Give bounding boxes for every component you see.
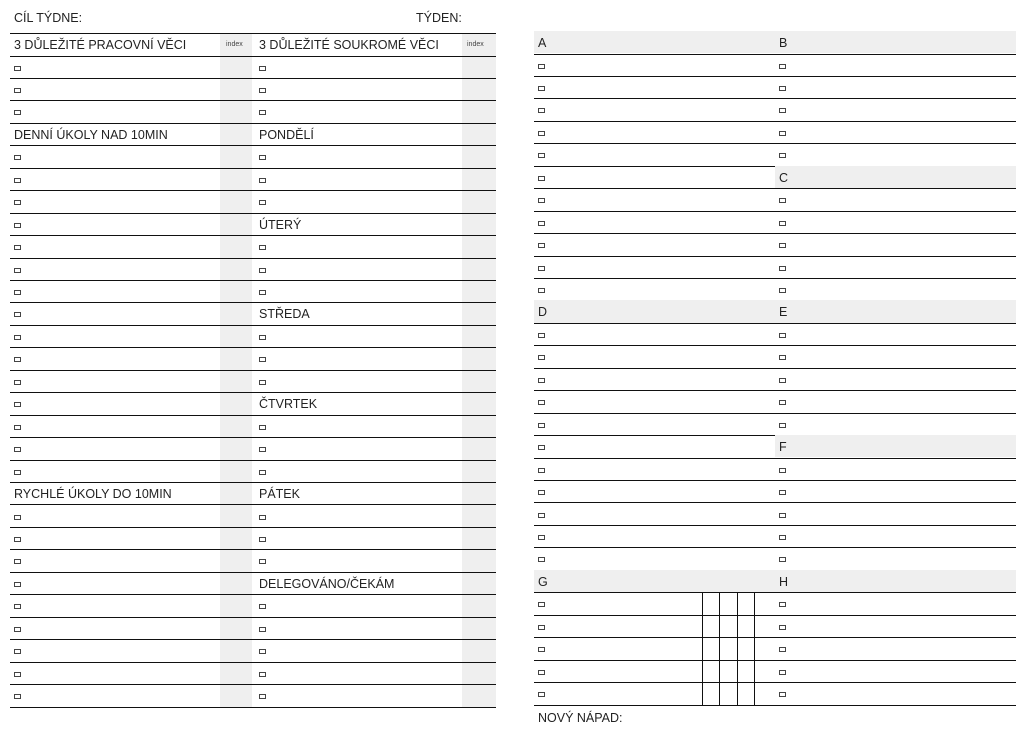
checkbox[interactable]: [779, 602, 786, 607]
row-divider: [10, 56, 496, 57]
checkbox[interactable]: [779, 153, 786, 158]
section-header-bg: [534, 31, 775, 53]
checkbox[interactable]: [14, 312, 21, 317]
section-header-bg: [775, 570, 1016, 592]
section-heading: PONDĚLÍ: [259, 127, 314, 142]
checkbox[interactable]: [779, 670, 786, 675]
checkbox[interactable]: [14, 110, 21, 115]
checkbox[interactable]: [259, 447, 266, 452]
section-heading: DENNÍ ÚKOLY NAD 10MIN: [14, 127, 168, 142]
checkbox[interactable]: [14, 290, 21, 295]
row-divider: [10, 190, 496, 191]
row-divider: [534, 98, 1016, 99]
section-letter: D: [538, 305, 548, 320]
checkbox[interactable]: [14, 604, 21, 609]
checkbox[interactable]: [14, 335, 21, 340]
checkbox[interactable]: [259, 357, 266, 362]
checkbox[interactable]: [259, 200, 266, 205]
row-divider: [10, 235, 496, 236]
checkbox[interactable]: [779, 131, 786, 136]
checkbox[interactable]: [538, 625, 545, 630]
row-divider: [10, 594, 496, 595]
checkbox[interactable]: [779, 378, 786, 383]
checkbox[interactable]: [779, 86, 786, 91]
row-divider: [10, 33, 496, 34]
checkbox[interactable]: [14, 155, 21, 160]
index-label: index: [467, 41, 484, 48]
section-heading: RYCHLÉ ÚKOLY DO 10MIN: [14, 487, 172, 501]
checkbox[interactable]: [538, 333, 545, 338]
row-divider: [10, 482, 496, 483]
checkbox[interactable]: [14, 537, 21, 542]
row-divider: [10, 280, 496, 281]
checkbox[interactable]: [259, 245, 266, 250]
checkbox[interactable]: [14, 649, 21, 654]
section-header-bg: [534, 300, 775, 322]
section-header-bg: [775, 31, 1016, 53]
row-divider: [534, 705, 1016, 706]
checkbox[interactable]: [779, 288, 786, 293]
checkbox[interactable]: [538, 513, 545, 518]
row-divider: [534, 323, 1016, 324]
section-letter: B: [779, 36, 788, 50]
checkbox[interactable]: [259, 604, 266, 609]
row-divider: [10, 123, 496, 124]
checkbox[interactable]: [538, 131, 545, 136]
row-divider: [534, 525, 1016, 526]
row-divider: [534, 458, 1016, 459]
row-divider: [534, 547, 1016, 548]
row-divider: [10, 325, 496, 326]
checkbox[interactable]: [538, 445, 545, 450]
row-divider: [534, 615, 1016, 616]
checkbox[interactable]: [259, 649, 266, 654]
new-idea-label: NOVÝ NÁPAD:: [538, 711, 623, 725]
section-letter: A: [538, 36, 547, 50]
row-divider: [534, 256, 1016, 257]
weekly-goal-label: CÍL TÝDNE:: [14, 11, 83, 25]
checkbox[interactable]: [259, 178, 266, 183]
index-label: index: [226, 41, 243, 48]
row-divider: [10, 504, 496, 505]
tally-column-line: [702, 592, 703, 704]
checkbox[interactable]: [259, 110, 266, 115]
checkbox[interactable]: [14, 447, 21, 452]
row-divider: [10, 258, 496, 259]
checkbox[interactable]: [259, 694, 266, 699]
checkbox[interactable]: [538, 198, 545, 203]
checkbox[interactable]: [14, 627, 21, 632]
row-divider: [534, 278, 1016, 279]
checkbox[interactable]: [779, 535, 786, 540]
row-divider: [10, 347, 496, 348]
checkbox[interactable]: [779, 647, 786, 652]
checkbox[interactable]: [259, 627, 266, 632]
checkbox[interactable]: [259, 290, 266, 295]
checkbox[interactable]: [779, 468, 786, 473]
row-divider: [534, 502, 1016, 503]
section-header-bg: [775, 435, 1016, 457]
checkbox[interactable]: [538, 266, 545, 271]
row-divider: [10, 370, 496, 371]
checkbox[interactable]: [779, 490, 786, 495]
checkbox[interactable]: [259, 66, 266, 71]
row-divider: [534, 76, 1016, 77]
row-divider: [10, 527, 496, 528]
row-divider: [10, 145, 496, 146]
row-divider: [534, 480, 1016, 481]
section-header-bg: [775, 300, 1016, 322]
checkbox[interactable]: [14, 515, 21, 520]
checkbox[interactable]: [14, 268, 21, 273]
checkbox[interactable]: [259, 88, 266, 93]
checkbox[interactable]: [259, 559, 266, 564]
row-divider: [10, 78, 496, 79]
checkbox[interactable]: [538, 153, 545, 158]
row-divider: [534, 143, 1016, 144]
row-divider: [10, 460, 496, 461]
checkbox[interactable]: [259, 268, 266, 273]
checkbox[interactable]: [538, 490, 545, 495]
checkbox[interactable]: [14, 470, 21, 475]
checkbox[interactable]: [14, 357, 21, 362]
checkbox[interactable]: [779, 557, 786, 562]
checkbox[interactable]: [538, 64, 545, 69]
checkbox[interactable]: [779, 513, 786, 518]
checkbox[interactable]: [14, 223, 21, 228]
section-header-bg: [775, 166, 1016, 188]
checkbox[interactable]: [779, 221, 786, 226]
row-divider: [10, 100, 496, 101]
week-number-label: TÝDEN:: [416, 11, 462, 25]
section-heading: STŘEDA: [259, 307, 310, 322]
checkbox[interactable]: [538, 176, 545, 181]
section-header-bg: [534, 570, 775, 592]
tally-column-line: [737, 592, 738, 704]
checkbox[interactable]: [538, 647, 545, 652]
row-divider: [10, 639, 496, 640]
row-divider: [10, 662, 496, 663]
checkbox[interactable]: [779, 64, 786, 69]
section-heading: 3 DŮLEŽITÉ SOUKROMÉ VĚCI: [259, 38, 439, 52]
row-divider: [10, 168, 496, 169]
row-divider: [534, 121, 1016, 122]
checkbox[interactable]: [538, 288, 545, 293]
section-heading: PÁTEK: [259, 487, 300, 501]
checkbox[interactable]: [14, 559, 21, 564]
section-letter: F: [779, 440, 787, 455]
checkbox[interactable]: [14, 66, 21, 71]
checkbox[interactable]: [538, 468, 545, 473]
row-divider: [10, 707, 496, 708]
row-divider: [10, 392, 496, 393]
checkbox[interactable]: [259, 470, 266, 475]
checkbox[interactable]: [259, 515, 266, 520]
checkbox[interactable]: [14, 178, 21, 183]
section-letter: E: [779, 305, 788, 320]
checkbox[interactable]: [538, 400, 545, 405]
section-heading: ÚTERÝ: [259, 217, 302, 232]
row-divider: [10, 213, 496, 214]
checkbox[interactable]: [259, 155, 266, 160]
row-divider: [10, 549, 496, 550]
row-divider: [534, 188, 1016, 189]
checkbox[interactable]: [259, 380, 266, 385]
row-divider: [534, 592, 1016, 593]
row-divider: [10, 302, 496, 303]
checkbox[interactable]: [779, 243, 786, 248]
checkbox[interactable]: [14, 380, 21, 385]
checkbox[interactable]: [538, 670, 545, 675]
row-divider: [534, 54, 1016, 55]
checkbox[interactable]: [779, 266, 786, 271]
row-divider: [10, 572, 496, 573]
checkbox[interactable]: [538, 535, 545, 540]
checkbox[interactable]: [779, 625, 786, 630]
checkbox[interactable]: [779, 355, 786, 360]
row-divider: [10, 415, 496, 416]
checkbox[interactable]: [779, 423, 786, 428]
checkbox[interactable]: [14, 672, 21, 677]
section-heading: ČTVRTEK: [259, 397, 318, 412]
section-heading: 3 DŮLEŽITÉ PRACOVNÍ VĚCI: [14, 38, 187, 52]
checkbox[interactable]: [259, 335, 266, 340]
checkbox[interactable]: [14, 582, 21, 587]
row-divider: [534, 345, 1016, 346]
tally-column-line: [719, 592, 720, 704]
checkbox[interactable]: [14, 200, 21, 205]
row-divider: [534, 368, 1016, 369]
row-divider: [534, 660, 1016, 661]
checkbox[interactable]: [538, 423, 545, 428]
checkbox[interactable]: [259, 672, 266, 677]
checkbox[interactable]: [538, 378, 545, 383]
checkbox[interactable]: [14, 88, 21, 93]
checkbox[interactable]: [779, 400, 786, 405]
checkbox[interactable]: [14, 402, 21, 407]
row-divider: [534, 637, 1016, 638]
section-letter: C: [779, 170, 789, 185]
row-divider: [534, 390, 1016, 391]
row-divider: [10, 437, 496, 438]
checkbox[interactable]: [779, 198, 786, 203]
row-divider: [534, 211, 1016, 212]
checkbox[interactable]: [538, 557, 545, 562]
checkbox[interactable]: [14, 245, 21, 250]
row-divider: [534, 233, 1016, 234]
checkbox[interactable]: [14, 694, 21, 699]
checkbox[interactable]: [538, 108, 545, 113]
tally-column-line: [754, 592, 755, 704]
row-divider: [10, 684, 496, 685]
checkbox[interactable]: [538, 86, 545, 91]
checkbox[interactable]: [538, 355, 545, 360]
checkbox[interactable]: [538, 221, 545, 226]
checkbox[interactable]: [259, 425, 266, 430]
row-divider: [10, 617, 496, 618]
row-divider: [534, 413, 1016, 414]
row-divider: [534, 682, 1016, 683]
checkbox[interactable]: [779, 108, 786, 113]
checkbox[interactable]: [779, 692, 786, 697]
checkbox[interactable]: [538, 243, 545, 248]
section-letter: H: [779, 574, 789, 589]
section-letter: G: [538, 574, 548, 589]
section-heading: DELEGOVÁNO/ČEKÁM: [259, 576, 395, 591]
checkbox[interactable]: [538, 692, 545, 697]
checkbox[interactable]: [259, 537, 266, 542]
checkbox[interactable]: [779, 333, 786, 338]
checkbox[interactable]: [538, 602, 545, 607]
checkbox[interactable]: [14, 425, 21, 430]
